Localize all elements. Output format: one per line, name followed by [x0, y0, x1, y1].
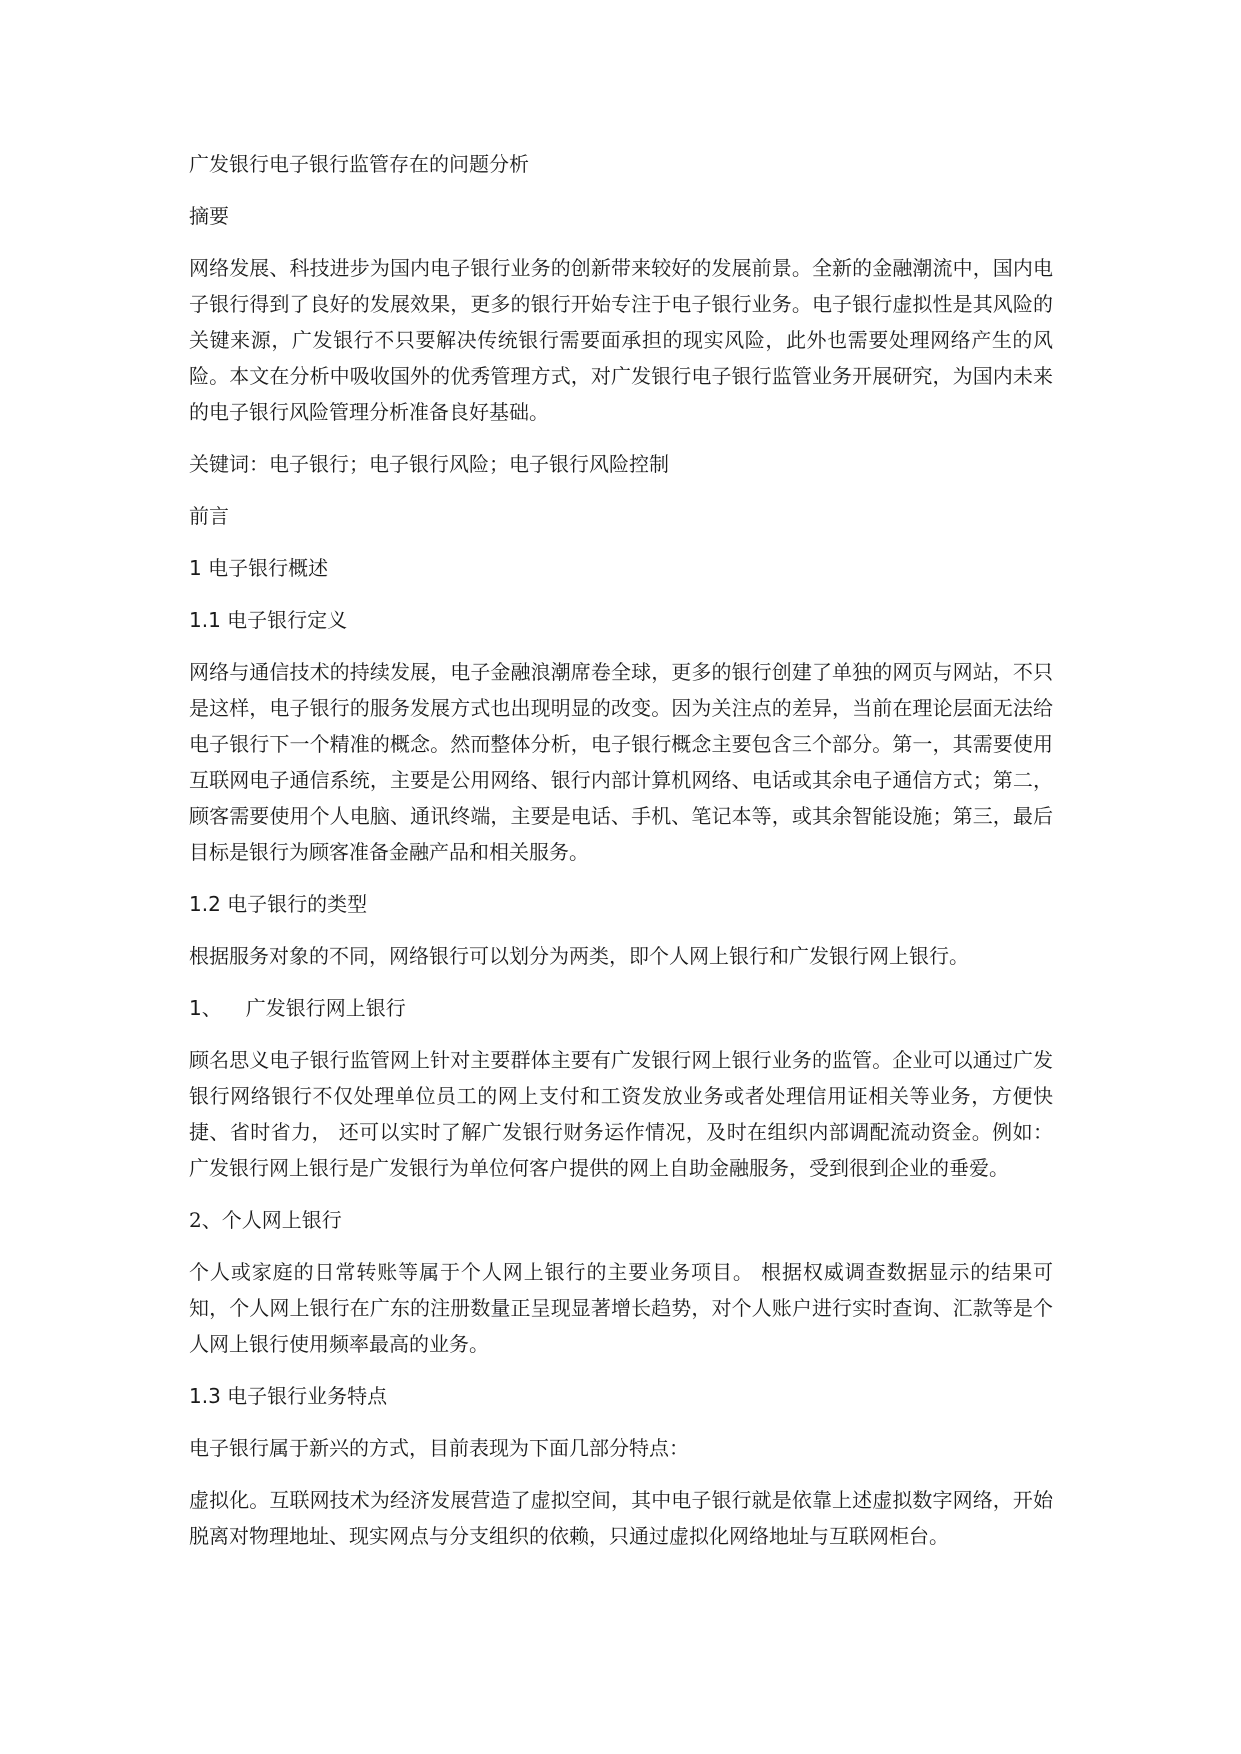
section-1-1-number: 1.1 [189, 608, 221, 632]
list-item-2-heading: 2、个人网上银行 [189, 1208, 342, 1232]
section-1-2-title: 电子银行的类型 [227, 892, 368, 916]
section-1-number: 1 [189, 556, 202, 580]
section-1-2-intro: 根据服务对象的不同，网络银行可以划分为两类，即个人网上银行和广发银行网上银行。 [189, 944, 969, 968]
section-1-1-title: 电子银行定义 [227, 608, 348, 632]
section-1-heading [189, 550, 1053, 586]
section-1-3-heading [189, 1378, 1053, 1414]
list-item-1-paragraph: 顾名思义电子银行监管网上针对主要群体主要有广发银行网上银行业务的监管。企业可以通过广发银行网络银行不仅处理单位员工的网上支付和工资发放业务或者处理信用证相关等业务，方便快捷、省时省力， 还可以实时了解广发银行财务运作情况，及时在组织内部调配流动资金。例如：广发银行网上银行是广发银行为单位何客户提供的网上自助金融服务，受到很到企业的垂爱。 [189, 1048, 1053, 1180]
abstract-heading: 摘要 [189, 204, 229, 228]
section-1-3-intro: 电子银行属于新兴的方式，目前表现为下面几部分特点： [189, 1436, 689, 1460]
keywords-line: 关键词：电子银行；电子银行风险；电子银行风险控制 [189, 452, 669, 476]
document-title: 广发银行电子银行监管存在的问题分析 [189, 152, 529, 176]
abstract-paragraph: 网络发展、科技进步为国内电子银行业务的创新带来较好的发展前景。全新的金融潮流中，国内电子银行得到了良好的发展效果，更多的银行开始专注于电子银行业务。电子银行虚拟性是其风险的关键来源，广发银行不只要解决传统银行需要面承担的现实风险，此外也需要处理网络产生的风险。本文在分析中吸收国外的优秀管理方式，对广发银行电子银行监管业务开展研究，为国内未来的电子银行风险管理分析准备良好基础。 [189, 256, 1053, 424]
document-body [189, 146, 1053, 1570]
list-item-1-number: 1、 [189, 996, 222, 1020]
list-item-2-paragraph: 个人或家庭的日常转账等属于个人网上银行的主要业务项目。 根据权威调查数据显示的结果可知，个人网上银行在广东的注册数量正呈现显著增长趋势，对个人账户进行实时查询、汇款等是个人网上银行使用频率最高的业务。 [189, 1260, 1053, 1356]
section-1-title: 电子银行概述 [208, 556, 329, 580]
section-1-1-heading [189, 602, 1053, 638]
list-item-1-heading [189, 990, 1053, 1026]
section-1-1-paragraph: 网络与通信技术的持续发展，电子金融浪潮席卷全球，更多的银行创建了单独的网页与网站，不只是这样，电子银行的服务发展方式也出现明显的改变。因为关注点的差异，当前在理论层面无法给电子银行下一个精准的概念。然而整体分析，电子银行概念主要包含三个部分。第一，其需要使用互联网电子通信系统，主要是公用网络、银行内部计算机网络、电话或其余电子通信方式；第二，顾客需要使用个人电脑、通讯终端，主要是电话、手机、笔记本等，或其余智能设施；第三，最后目标是银行为顾客准备金融产品和相关服务。 [189, 660, 1053, 864]
section-1-3-number: 1.3 [189, 1384, 221, 1408]
section-1-3-title: 电子银行业务特点 [227, 1384, 388, 1408]
list-item-1-title: 广发银行网上银行 [245, 996, 406, 1020]
preface-heading: 前言 [189, 504, 229, 528]
section-1-2-number: 1.2 [189, 892, 221, 916]
section-1-2-heading [189, 886, 1053, 922]
section-1-3-paragraph: 虚拟化。互联网技术为经济发展营造了虚拟空间，其中电子银行就是依靠上述虚拟数字网络，开始脱离对物理地址、现实网点与分支组织的依赖，只通过虚拟化网络地址与互联网柜台。 [189, 1488, 1053, 1548]
